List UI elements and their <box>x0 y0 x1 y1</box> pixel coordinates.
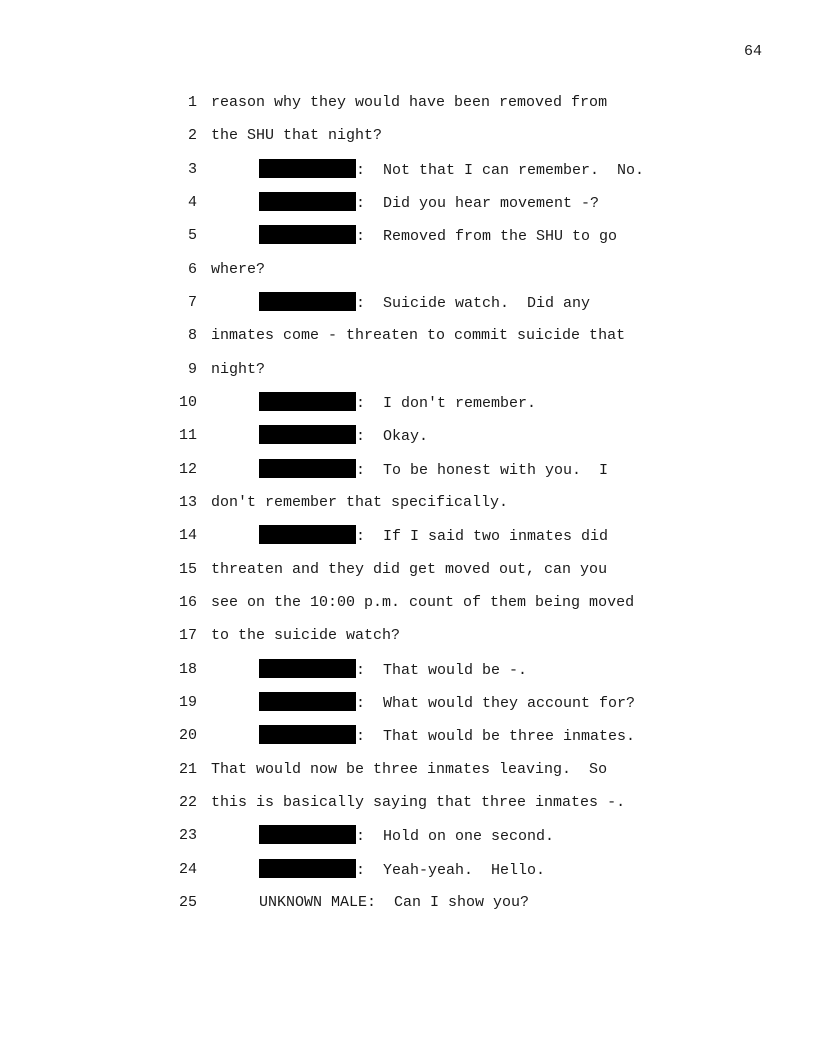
redacted-speaker-name <box>259 459 356 478</box>
transcript-line <box>0 225 816 258</box>
utterance-text: : Hold on one second. <box>356 828 555 846</box>
transcript-line <box>0 825 816 858</box>
redacted-speaker-name <box>259 725 356 744</box>
speaker-name: UNKNOWN MALE <box>259 893 368 911</box>
line-number: 19 <box>178 693 197 711</box>
line-number: 7 <box>187 293 197 311</box>
line-number: 8 <box>187 327 197 345</box>
line-number: 14 <box>178 527 197 545</box>
line-text <box>211 325 625 347</box>
line-number: 25 <box>178 893 197 911</box>
speaker-line <box>259 692 635 715</box>
utterance-text: : Not that I can remember. No. <box>356 161 645 179</box>
utterance-text: : Removed from the SHU to go <box>356 228 618 246</box>
line-text <box>211 625 400 647</box>
line-number: 13 <box>178 493 197 511</box>
transcript-line <box>0 292 816 325</box>
utterance-text: to the suicide watch? <box>211 627 401 645</box>
transcript-line <box>0 592 816 625</box>
transcript-line <box>0 425 816 458</box>
redacted-speaker-name <box>259 225 356 244</box>
speaker-line <box>259 825 554 848</box>
redacted-speaker-name <box>259 692 356 711</box>
line-number: 2 <box>187 127 197 145</box>
line-number: 22 <box>178 793 197 811</box>
line-number: 24 <box>178 860 197 878</box>
redacted-speaker-name <box>259 659 356 678</box>
transcript-line <box>0 525 816 558</box>
line-text <box>211 359 265 381</box>
utterance-text: : What would they account for? <box>356 694 636 712</box>
utterance-text: see on the 10:00 p.m. count of them being moved <box>211 593 635 611</box>
transcript-line <box>0 359 816 392</box>
line-number: 1 <box>187 94 197 111</box>
line-text <box>211 792 625 814</box>
line-number: 18 <box>178 660 197 678</box>
line-number: 6 <box>187 260 197 278</box>
line-number: 10 <box>178 393 197 411</box>
transcript-line <box>0 725 816 758</box>
transcript-line <box>0 692 816 725</box>
redacted-speaker-name <box>259 525 356 544</box>
redacted-speaker-name <box>259 192 356 211</box>
transcript-line <box>0 392 816 425</box>
line-text <box>211 259 265 281</box>
transcript-line <box>0 159 816 192</box>
transcript-line <box>0 192 816 225</box>
redacted-speaker-name <box>259 159 356 178</box>
utterance-text: where? <box>211 260 266 278</box>
speaker-line <box>259 159 644 182</box>
utterance-text: : Can I show you? <box>367 893 530 911</box>
line-number: 11 <box>178 427 197 445</box>
transcript-line <box>0 459 816 492</box>
speaker-line <box>259 859 545 882</box>
speaker-line <box>259 525 608 548</box>
speaker-line <box>259 892 529 914</box>
redacted-speaker-name <box>259 859 356 878</box>
line-number: 9 <box>187 360 197 378</box>
redacted-speaker-name <box>259 392 356 411</box>
line-number: 15 <box>178 560 197 578</box>
utterance-text: this is basically saying that three inmates -. <box>211 793 626 811</box>
utterance-text: : That would be three inmates. <box>356 728 636 746</box>
speaker-line <box>259 392 536 415</box>
transcript-line <box>0 492 816 525</box>
utterance-text: inmates come - threaten to commit suicide that <box>211 327 626 345</box>
utterance-text: the SHU that night? <box>211 127 383 145</box>
page-number: 64 <box>743 43 762 60</box>
utterance-text: : That would be -. <box>356 661 528 679</box>
line-number: 16 <box>178 593 197 611</box>
transcript-line <box>0 892 816 925</box>
speaker-line <box>259 425 428 448</box>
line-text <box>211 592 634 614</box>
transcript-line <box>0 792 816 825</box>
utterance-text: : Okay. <box>356 428 429 446</box>
transcript-line <box>0 92 816 125</box>
line-number: 5 <box>187 227 197 245</box>
speaker-line <box>259 192 599 215</box>
line-number: 20 <box>178 727 197 745</box>
transcript-line <box>0 759 816 792</box>
line-number: 4 <box>187 193 197 211</box>
line-text <box>211 125 382 147</box>
line-text <box>211 492 508 514</box>
line-number: 3 <box>187 160 197 178</box>
utterance-text: : Did you hear movement -? <box>356 194 600 212</box>
redacted-speaker-name <box>259 292 356 311</box>
redacted-speaker-name <box>259 425 356 444</box>
line-text <box>211 92 607 114</box>
utterance-text: don't remember that specifically. <box>211 493 509 511</box>
transcript-line <box>0 325 816 358</box>
transcript-line <box>0 859 816 892</box>
speaker-line <box>259 225 617 248</box>
utterance-text: : If I said two inmates did <box>356 528 609 546</box>
line-number: 17 <box>178 627 197 645</box>
utterance-text: reason why they would have been removed from <box>211 94 608 111</box>
line-number: 21 <box>178 760 197 778</box>
utterance-text: That would now be three inmates leaving. So <box>211 760 608 778</box>
line-number: 12 <box>178 460 197 478</box>
transcript-line <box>0 559 816 592</box>
transcript-line <box>0 625 816 658</box>
line-number: 23 <box>178 827 197 845</box>
line-text <box>211 559 607 581</box>
redacted-speaker-name <box>259 825 356 844</box>
utterance-text: threaten and they did get moved out, can you <box>211 560 608 578</box>
speaker-line <box>259 459 608 482</box>
transcript-line <box>0 125 816 158</box>
transcript-line <box>0 259 816 292</box>
transcript-line <box>0 659 816 692</box>
transcript-body <box>0 92 816 925</box>
utterance-text: : Suicide watch. Did any <box>356 294 591 312</box>
speaker-line <box>259 292 590 315</box>
utterance-text: : I don't remember. <box>356 394 537 412</box>
utterance-text: night? <box>211 360 266 378</box>
utterance-text: : Yeah-yeah. Hello. <box>356 861 546 879</box>
speaker-line <box>259 725 635 748</box>
line-text <box>211 759 607 781</box>
utterance-text: : To be honest with you. I <box>356 461 609 479</box>
speaker-line <box>259 659 527 682</box>
